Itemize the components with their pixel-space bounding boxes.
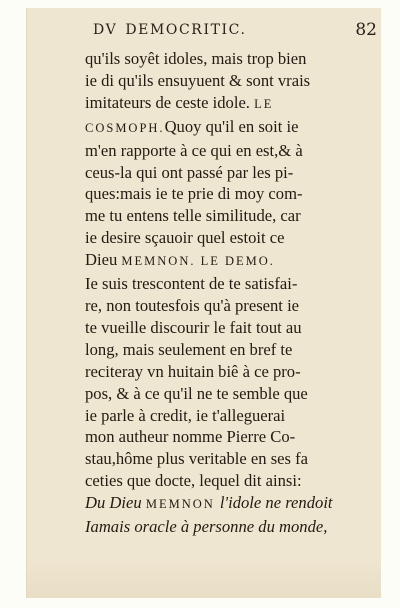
text-line bbox=[85, 295, 385, 317]
text-line bbox=[85, 426, 385, 448]
text-line bbox=[85, 162, 385, 184]
text-segment: Quoy qu'il en soit ie bbox=[164, 116, 299, 136]
page-number: 82 bbox=[355, 20, 377, 40]
text-line bbox=[85, 249, 385, 273]
text-segment: Dieu bbox=[85, 250, 122, 270]
text-segment: Ie suis trescontent de te satisfai- bbox=[85, 274, 298, 294]
text-segment: ie di qu'ils ensuyuent & sont vrais bbox=[85, 70, 311, 90]
text-line bbox=[85, 383, 385, 405]
text-segment: Iamais oracle à personne du monde, bbox=[85, 517, 328, 537]
book-page bbox=[26, 8, 381, 598]
text-line bbox=[85, 70, 385, 92]
text-segment: long, mais seulement en bref te bbox=[85, 339, 293, 359]
text-segment: pos, & à ce qu'il ne te semble que bbox=[85, 383, 308, 403]
text-segment: ie desire sçauoir quel estoit ce bbox=[85, 228, 285, 248]
text-line bbox=[85, 183, 385, 205]
text-line bbox=[85, 492, 385, 516]
text-line bbox=[85, 448, 385, 470]
text-segment: ques:mais ie te prie di moy com- bbox=[85, 184, 303, 204]
text-line bbox=[85, 116, 385, 140]
text-line bbox=[85, 205, 385, 227]
text-segment: qu'ils soyêt idoles, mais trop bien bbox=[85, 49, 307, 68]
text-segment: m'en rapporte à ce qui en est,& à bbox=[85, 140, 303, 160]
text-line bbox=[85, 516, 385, 538]
running-head: DV DEMOCRITIC. bbox=[93, 22, 247, 38]
text-line bbox=[85, 361, 385, 383]
text-line bbox=[85, 140, 385, 162]
text-segment: MEMNON bbox=[145, 497, 220, 512]
page-header bbox=[71, 22, 381, 42]
text-segment: re, non toutesfois qu'à present ie bbox=[85, 295, 300, 315]
text-line bbox=[85, 92, 385, 116]
body-text bbox=[85, 48, 385, 538]
text-segment: ie parle à credit, ie t'alleguerai bbox=[85, 405, 286, 425]
text-segment: ceus-la qui ont passé par les pi- bbox=[85, 162, 294, 182]
text-segment: imitateurs de ceste idole. bbox=[85, 92, 255, 112]
text-segment: l'idole ne rendoit bbox=[219, 493, 333, 513]
text-line bbox=[85, 273, 385, 295]
text-line bbox=[85, 227, 385, 249]
text-segment: te vueille discourir le fait tout au bbox=[85, 317, 302, 337]
text-line bbox=[85, 317, 385, 339]
text-segment: reciteray vn huitain biê à ce pro- bbox=[85, 361, 301, 381]
text-segment: Du Dieu bbox=[85, 493, 146, 513]
text-segment: LE bbox=[254, 96, 274, 111]
text-segment: COSMOPH. bbox=[85, 120, 165, 135]
text-segment: stau,hôme plus veritable en ses fa bbox=[85, 449, 309, 469]
text-segment: MEMNON. LE DEMO. bbox=[121, 254, 275, 269]
text-segment: mon autheur nomme Pierre Co- bbox=[85, 427, 296, 447]
text-line bbox=[85, 405, 385, 427]
text-line bbox=[85, 339, 385, 361]
text-line bbox=[85, 470, 385, 492]
text-segment: ceties que docte, lequel dit ainsi: bbox=[85, 471, 302, 491]
text-line bbox=[85, 48, 385, 70]
text-segment: me tu entens telle similitude, car bbox=[85, 206, 301, 226]
